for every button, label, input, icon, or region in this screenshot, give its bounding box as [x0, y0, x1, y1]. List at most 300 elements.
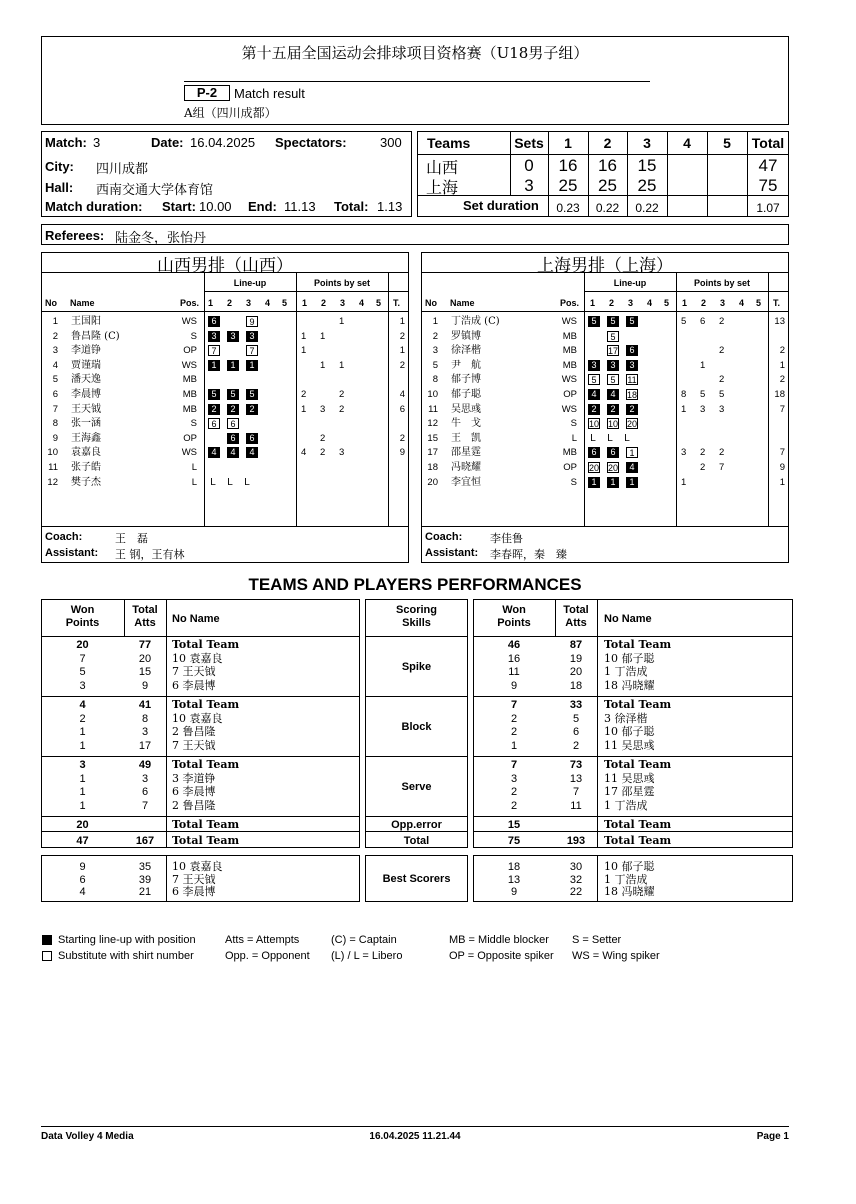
player-row: [422, 330, 788, 345]
total-attempts: 17: [138, 739, 152, 752]
won-points: 4: [79, 699, 86, 711]
perf-right-won-1: Won: [502, 604, 526, 616]
player-lineup: [208, 315, 303, 330]
lineup-starting: 3: [246, 331, 258, 342]
score-header-set2: 2: [603, 135, 612, 151]
player-lineup: [588, 446, 683, 461]
won-points: 6: [79, 873, 86, 886]
team-b-col-no: No: [425, 298, 437, 308]
city-value: 四川成都: [96, 162, 149, 177]
lineup-starting: 6: [227, 433, 239, 444]
lineup-libero: L: [590, 432, 596, 444]
lineup-substitute: 6: [227, 418, 239, 429]
player-row: [42, 461, 408, 476]
team-b-lineup-set-3: 3: [628, 298, 634, 308]
legend-starting: Starting line-up with position: [58, 934, 196, 946]
lineup-starting: 4: [227, 447, 239, 458]
player-number: 2: [432, 330, 438, 342]
player-number: 3: [52, 345, 58, 357]
player-number: 12: [427, 418, 438, 430]
lineup-starting: 3: [208, 331, 220, 342]
lineup-libero: L: [624, 432, 630, 444]
player-position: OP: [183, 432, 197, 444]
team-b-lineup-set-2: 2: [609, 298, 615, 308]
perf-right-atts-2: Atts: [565, 617, 587, 629]
player-number: 5: [52, 374, 58, 386]
player-number: 8: [52, 418, 58, 430]
total-attempts: 3: [141, 772, 149, 785]
team-a-points-sets: [302, 298, 386, 308]
player-set-points: 2: [320, 447, 326, 459]
player-number: 1: [52, 316, 58, 327]
start-label: Start:: [162, 199, 196, 214]
score-header-teams: Teams: [427, 135, 471, 151]
lineup-starting: 5: [626, 316, 638, 327]
player-set-points: 3: [320, 403, 326, 415]
team-a-col-t: T.: [393, 298, 401, 308]
total-attempts: 20: [569, 666, 583, 678]
won-points: 1: [510, 739, 518, 752]
lineup-starting: 1: [208, 360, 220, 371]
player-entry: 1 丁浩成: [604, 665, 648, 678]
player-position: WS: [181, 447, 197, 459]
player-lineup: [208, 417, 303, 432]
team-a-col-pos: Pos.: [180, 298, 200, 308]
doc-type: Match result: [234, 86, 305, 101]
player-entry: 10 郁子聪: [604, 860, 655, 873]
player-position: L: [191, 476, 197, 488]
total-attempts: 20: [138, 652, 152, 665]
lineup-starting: 4: [208, 447, 220, 458]
total-attempts: 7: [572, 786, 580, 798]
player-set-points: 3: [339, 447, 345, 459]
referees-label: Referees:: [45, 228, 105, 243]
lineup-starting: 4: [246, 447, 258, 458]
player-set-points: 2: [700, 462, 706, 473]
player-number: 12: [47, 476, 58, 488]
won-points: 20: [76, 639, 89, 651]
player-entry: 2 鲁昌隆: [172, 725, 216, 738]
won-points: 1: [79, 726, 86, 738]
score-header-set5: 5: [723, 135, 731, 151]
team-b-points-sets: [682, 298, 766, 308]
team-a-pts-set-3: 3: [340, 298, 346, 308]
player-position: S: [190, 418, 197, 430]
player-number: 11: [428, 403, 438, 415]
player-set-points: 2: [719, 447, 725, 459]
lineup-starting: 3: [588, 360, 600, 371]
team-b-pts-set-3: 3: [720, 298, 726, 308]
perf-left-won-2: Points: [65, 617, 100, 629]
player-lineup: [588, 403, 683, 418]
won-points: 13: [507, 873, 521, 886]
total-attempts: 11: [570, 799, 582, 812]
total-attempts: 33: [569, 699, 583, 711]
team-b-pts-set-2: 2: [701, 298, 707, 308]
lineup-substitute: 7: [246, 345, 258, 356]
won-points: 18: [507, 861, 521, 873]
player-position: WS: [561, 316, 577, 327]
player-row: [42, 403, 408, 418]
start-time: 10.00: [199, 199, 232, 214]
lineup-starting: 2: [588, 404, 600, 415]
footer-page: Page 1: [756, 1131, 789, 1142]
player-number: 3: [432, 345, 438, 357]
team-a-pts-set-4: 4: [359, 298, 365, 308]
legend-s: S = Setter: [572, 934, 622, 946]
player-name: 王天钺: [71, 403, 101, 415]
player-entry: 7 王天钺: [172, 665, 216, 678]
player-lineup: [588, 432, 677, 447]
player-set-points: 1: [681, 476, 687, 488]
player-total-points: 2: [779, 345, 785, 357]
player-total-points: 1: [399, 316, 405, 327]
perf-right-name-header: No Name: [604, 613, 652, 625]
lineup-starting: 4: [607, 389, 619, 400]
total-attempts: 6: [141, 786, 149, 798]
player-total-points: 2: [399, 359, 405, 371]
player-name: 冯晓耀: [451, 462, 481, 473]
legend-op: OP = Opposite spiker: [449, 950, 554, 962]
set2-duration: 0.22: [595, 201, 620, 215]
lineup-starting: 2: [607, 404, 619, 415]
player-set-points: 1: [339, 316, 345, 327]
perf-right-atts-1: Total: [563, 604, 589, 616]
team-b-coach-label: Coach:: [425, 531, 463, 543]
lineup-libero: L: [607, 432, 613, 444]
spectators-label: Spectators:: [275, 135, 347, 150]
player-entry: Total Team: [172, 818, 240, 831]
lineup-starting: 1: [227, 360, 239, 371]
player-entry: 11 吴思彧: [604, 738, 655, 752]
player-entry: 3 李道铮: [172, 771, 216, 785]
team-a-pts-set-5: 5: [376, 298, 382, 308]
lineup-substitute: 9: [246, 316, 258, 327]
score-set1-a: 16: [558, 156, 578, 175]
total-attempts: 22: [569, 886, 583, 898]
player-set-points: 1: [320, 359, 326, 371]
won-points: 2: [510, 786, 518, 798]
perf-skill-header-2: Skills: [402, 617, 431, 629]
player-position: WS: [181, 359, 197, 371]
player-set-points: 2: [339, 389, 345, 400]
player-name: 张子皓: [71, 462, 101, 473]
player-row: [422, 315, 788, 330]
team-b-lineup-label: Line-up: [613, 278, 647, 288]
lineup-libero: L: [227, 476, 233, 488]
total-attempts: 77: [138, 639, 152, 651]
score-header-set1: 1: [564, 135, 572, 151]
player-set-points: 1: [320, 330, 326, 342]
team-b-col-pos: Pos.: [560, 298, 580, 308]
team-b-lineup-set-1: 1: [590, 298, 596, 308]
player-row: [42, 417, 408, 432]
player-number: 4: [52, 359, 58, 371]
team-a-lineup-set-3: 3: [246, 298, 252, 308]
player-lineup: [588, 373, 683, 388]
lineup-substitute: 6: [208, 418, 220, 429]
total-attempts: 18: [569, 679, 583, 692]
player-name: 李宜恒: [451, 476, 481, 488]
lineup-starting: 5: [246, 389, 258, 400]
player-row: [422, 359, 788, 374]
player-set-points: 2: [301, 389, 307, 400]
total-attempts: 193: [566, 835, 586, 847]
player-total-points: 2: [399, 330, 405, 342]
player-row: [422, 373, 788, 388]
player-set-points: 2: [719, 316, 725, 327]
team-a-col-name: Name: [70, 298, 95, 308]
lineup-starting: 4: [626, 462, 638, 473]
player-set-points: 1: [339, 359, 345, 371]
legend-opp: Opp. = Opponent: [225, 950, 310, 962]
player-row: [42, 388, 408, 403]
lineup-starting: 5: [588, 316, 600, 327]
total-attempts: 49: [138, 759, 152, 771]
player-entry: 6 李晨博: [172, 678, 216, 692]
hall-value: 西南交通大学体育馆: [96, 183, 214, 198]
score-sets-b: 3: [524, 176, 534, 195]
score-set1-b: 25: [558, 176, 578, 195]
player-total-points: 1: [779, 476, 785, 488]
player-entry: 10 袁嘉良: [172, 860, 223, 873]
player-position: MB: [562, 345, 577, 357]
player-set-points: 2: [700, 447, 706, 459]
score-team-b: 上海: [426, 178, 459, 197]
player-position: MB: [182, 403, 197, 415]
player-position: MB: [182, 389, 197, 400]
lineup-substitute: 20: [627, 419, 638, 430]
player-lineup: [588, 315, 683, 330]
player-position: S: [190, 330, 197, 342]
player-position: MB: [562, 330, 577, 342]
lineup-starting: 1: [588, 477, 600, 488]
lineup-starting: 1: [626, 477, 638, 488]
won-points: 16: [507, 652, 521, 665]
player-lineup: [588, 476, 683, 491]
legend-substitute-icon: [42, 951, 52, 961]
player-position: OP: [563, 389, 577, 400]
won-points: 1: [79, 799, 86, 812]
perf-left-name-header: No Name: [172, 613, 220, 625]
lineup-substitute: 1: [626, 447, 638, 458]
total-attempts: 35: [138, 861, 152, 873]
player-entry: 17 邵星霆: [604, 785, 655, 798]
player-entry: Total Team: [172, 698, 240, 711]
duration-label: Match duration:: [45, 199, 143, 214]
best-left-divider: [166, 855, 167, 902]
player-entry: 11 吴思彧: [604, 771, 655, 785]
player-number: 7: [52, 403, 58, 415]
end-time: 11.13: [284, 199, 316, 214]
player-entry: 10 郁子聪: [604, 725, 655, 738]
player-lineup: [208, 359, 303, 374]
player-entry: Total Team: [172, 758, 240, 771]
player-set-points: 5: [700, 389, 706, 400]
player-position: OP: [563, 462, 577, 473]
won-points: 3: [79, 759, 86, 771]
score-header-total: Total: [751, 135, 785, 151]
player-row: [42, 315, 408, 330]
team-b-col-name: Name: [450, 298, 475, 308]
legend-mb: MB = Middle blocker: [449, 934, 549, 946]
player-total-points: 7: [779, 403, 785, 415]
perf-left-won-1: Won: [70, 604, 95, 616]
won-points: 2: [79, 712, 86, 725]
player-entry: 18 冯晓耀: [604, 678, 655, 692]
player-name: 郁子博: [451, 374, 481, 386]
player-name: 贾谨瑞: [71, 359, 101, 371]
player-position: MB: [562, 447, 577, 459]
player-set-points: 1: [301, 345, 307, 357]
player-entry: 3 徐泽楷: [604, 711, 648, 725]
player-set-points: 6: [700, 316, 706, 327]
player-set-points: 3: [719, 403, 725, 415]
player-lineup: [208, 344, 303, 359]
won-points: 47: [76, 835, 89, 847]
player-set-points: 4: [301, 447, 307, 459]
team-a-lineup-set-2: 2: [227, 298, 233, 308]
player-total-points: 9: [399, 447, 405, 459]
player-entry: Total Team: [604, 834, 672, 847]
total-attempts: 9: [141, 679, 149, 692]
player-total-points: 13: [774, 316, 785, 327]
player-lineup: [588, 359, 683, 374]
match-date: 16.04.2025: [190, 135, 256, 150]
player-row: [42, 432, 408, 447]
player-lineup: [208, 388, 303, 403]
total-attempts: 7: [141, 799, 149, 812]
total-attempts: 13: [569, 772, 583, 785]
total-attempts: 41: [138, 699, 152, 711]
team-a-lineup-label: Line-up: [233, 278, 267, 288]
team-a-title: 山西男排（山西）: [157, 256, 293, 276]
won-points: 5: [79, 666, 86, 678]
score-sets-a: 0: [524, 156, 534, 175]
team-a-col-no: No: [45, 298, 57, 308]
best-scorers-label: Best Scorers: [382, 873, 451, 885]
lineup-substitute: 20: [608, 462, 619, 473]
won-points: 1: [79, 772, 86, 785]
player-number: 2: [52, 330, 58, 342]
footer-software: Data Volley 4 Media: [41, 1131, 134, 1142]
player-entry: 10 袁嘉良: [172, 651, 223, 665]
skill-label: Block: [401, 721, 432, 733]
score-set3-a: 15: [637, 156, 657, 175]
total-attempts: 87: [569, 639, 583, 651]
player-set-points: 3: [681, 447, 687, 459]
player-position: S: [570, 476, 577, 488]
player-name: 张一涵: [71, 418, 101, 430]
player-set-points: 8: [681, 389, 687, 400]
total-attempts: 19: [569, 652, 583, 665]
match-number: 3: [93, 135, 101, 150]
won-points: 9: [79, 861, 86, 873]
total-attempts: 21: [138, 886, 152, 898]
player-entry: 18 冯晓耀: [604, 885, 655, 898]
legend-atts: Atts = Attempts: [225, 934, 300, 946]
team-a-lineup-set-1: 1: [208, 298, 214, 308]
legend-starting-icon: [42, 935, 52, 945]
perf-left-atts-2: Atts: [134, 617, 156, 629]
lineup-substitute: 7: [208, 345, 220, 356]
player-number: 1: [432, 316, 438, 327]
player-position: S: [570, 418, 577, 430]
player-set-points: 2: [719, 345, 725, 357]
team-a-pts-set-1: 1: [302, 298, 308, 308]
player-name: 王海鑫: [71, 432, 101, 444]
score-header-set3: 3: [643, 135, 651, 151]
team-a-assistant-label: Assistant:: [45, 547, 99, 559]
total-label: Total: [403, 835, 430, 847]
team-b-assistant: 李春晖，秦 臻: [490, 548, 567, 561]
player-lineup: [208, 373, 303, 388]
won-points: 3: [510, 772, 518, 785]
team-b-pts-set-4: 4: [739, 298, 745, 308]
player-set-points: 1: [700, 359, 706, 371]
score-team-a: 山西: [426, 158, 459, 177]
player-entry: 10 袁嘉良: [172, 711, 223, 725]
player-name: 吴思彧: [451, 403, 481, 415]
lineup-starting: 6: [208, 316, 220, 327]
player-name: 邵星霆: [451, 447, 481, 459]
footer-timestamp: 16.04.2025 11.21.44: [369, 1131, 461, 1142]
lineup-substitute: 18: [627, 389, 638, 400]
team-a-coach-label: Coach:: [45, 531, 83, 543]
total-attempts: 73: [569, 759, 583, 771]
total-duration-label: Total:: [334, 199, 369, 214]
player-number: 5: [432, 359, 438, 371]
team-b-points-label: Points by set: [693, 278, 750, 288]
player-lineup: [588, 344, 683, 359]
lineup-starting: 2: [227, 404, 239, 415]
player-entry: 1 丁浩成: [604, 872, 648, 886]
lineup-starting: 2: [208, 404, 220, 415]
lineup-starting: 6: [626, 345, 638, 356]
legend-ws: WS = Wing spiker: [572, 950, 660, 962]
team-b-title: 上海男排（上海）: [537, 256, 673, 276]
player-name: 樊子杰: [71, 476, 101, 488]
total-attempts: 5: [572, 712, 580, 725]
player-row: [42, 476, 408, 491]
player-position: WS: [561, 374, 577, 386]
perf-skill-header-1: Scoring: [396, 604, 437, 616]
team-b-coach: 李佳鲁: [490, 532, 523, 545]
team-a-pts-set-2: 2: [321, 298, 327, 308]
player-name: 尹 航: [451, 359, 481, 371]
player-set-points: 2: [339, 403, 345, 415]
doc-code: P-2: [196, 85, 218, 100]
won-points: 1: [79, 739, 86, 752]
perf-left-atts-1: Total: [132, 604, 158, 616]
player-position: L: [571, 432, 577, 444]
total-duration: 1.13: [377, 199, 403, 214]
player-row: [42, 446, 408, 461]
match-label: Match:: [45, 135, 87, 150]
lineup-starting: 2: [246, 404, 258, 415]
player-name: 王国阳: [71, 316, 101, 327]
lineup-starting: 3: [626, 360, 638, 371]
player-number: 20: [427, 476, 438, 488]
team-b-lineup-set-4: 4: [647, 298, 653, 308]
score-set2-a: 16: [598, 156, 617, 175]
player-number: 15: [427, 432, 438, 444]
skill-label: Spike: [401, 661, 432, 673]
lineup-substitute: 11: [627, 375, 637, 386]
score-set2-b: 25: [598, 176, 617, 195]
team-b-pts-set-5: 5: [756, 298, 762, 308]
total-attempts: 6: [572, 726, 580, 738]
